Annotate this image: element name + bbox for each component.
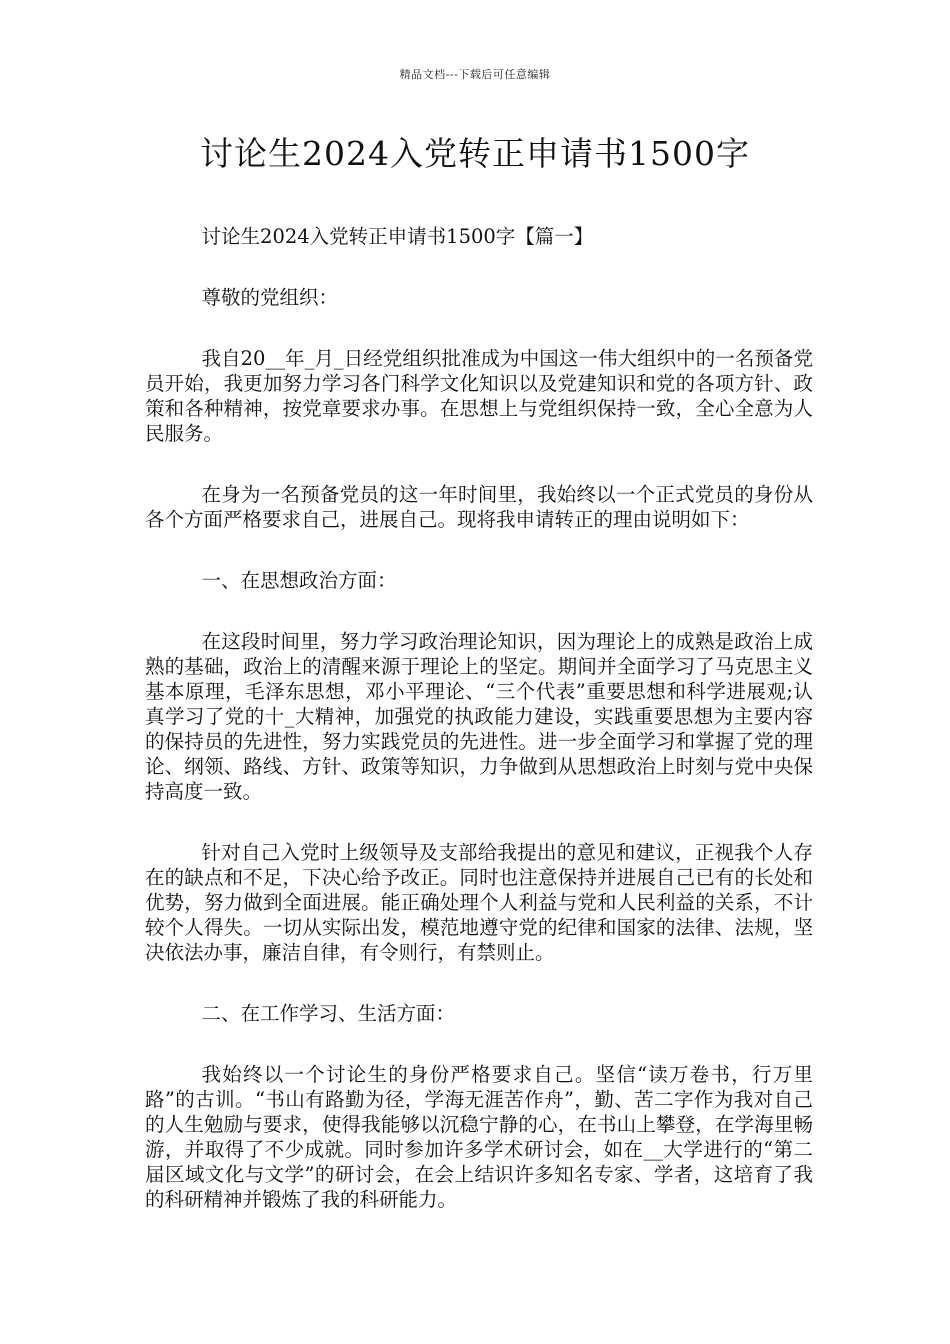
body-paragraph: 针对自己入党时上级领导及支部给我提出的意见和建议，正视我个人存在的缺点和不足，下决心给予改正。同时也注意保持并进展自己已有的长处和优势，努力做到全面进展。能正确处理个人利益与党和人民利益的关系，不计较个人得失。一切从实际出发，模范地遵守党的纪律和国家的法律、法规，坚决依法办事，廉洁自律，有令则行，有禁则止。 <box>145 841 813 964</box>
document-title: 讨论生2024入党转正申请书1500字 <box>200 134 750 173</box>
document-body <box>145 224 813 1248</box>
body-paragraph: 我始终以一个讨论生的身份严格要求自己。坚信“读万卷书，行万里路”的古训。“书山有路勤为径，学海无涯苦作舟”，勤、苦二字作为我对自己的人生勉励与要求，使得我能够以沉稳宁静的心，在书山上攀登，在学海里畅游，并取得了不少成就。同时参加许多学术研讨会，如在__大学进行的“第二届区域文化与文学”的研讨会，在会上结识许多知名专家、学者，这培育了我的科研精神并锻炼了我的科研能力。 <box>145 1063 813 1211</box>
header-note: 精品文档---下载后可任意编辑 <box>399 68 551 81</box>
body-paragraph: 我自20__年_月_日经党组织批准成为中国这一伟大组织中的一名预备党员开始，我更加努力学习各门科学文化知识以及党建知识和党的各项方针、政策和各种精神，按党章要求办事。在思想上与党组织保持一致，全心全意为人民服务。 <box>145 347 813 445</box>
body-paragraph: 在身为一名预备党员的这一年时间里，我始终以一个正式党员的身份从各个方面严格要求自己，进展自己。现将我申请转正的理由说明如下： <box>145 483 813 531</box>
salutation: 尊敬的党组织： <box>201 286 339 309</box>
section-heading-part-one: 讨论生2024入党转正申请书1500字【篇一】 <box>201 225 594 248</box>
section-heading-work-study: 二、在工作学习、生活方面： <box>201 1002 456 1025</box>
body-paragraph: 在这段时间里，努力学习政治理论知识，因为理论上的成熟是政治上成熟的基础，政治上的清醒来源于理论上的坚定。期间并全面学习了马克思主义基本原理，毛泽东思想，邓小平理论、“三个代表”重要思想和科学进展观;认真学习了党的十_大精神，加强党的执政能力建设，实践重要思想为主要内容的保持员的先进性，努力实践党员的先进性。进一步全面学习和掌握了党的理论、纲领、路线、方针、政策等知识，力争做到从思想政治上时刻与党中央保持高度一致。 <box>145 630 813 803</box>
section-heading-ideology: 一、在思想政治方面： <box>201 569 397 592</box>
